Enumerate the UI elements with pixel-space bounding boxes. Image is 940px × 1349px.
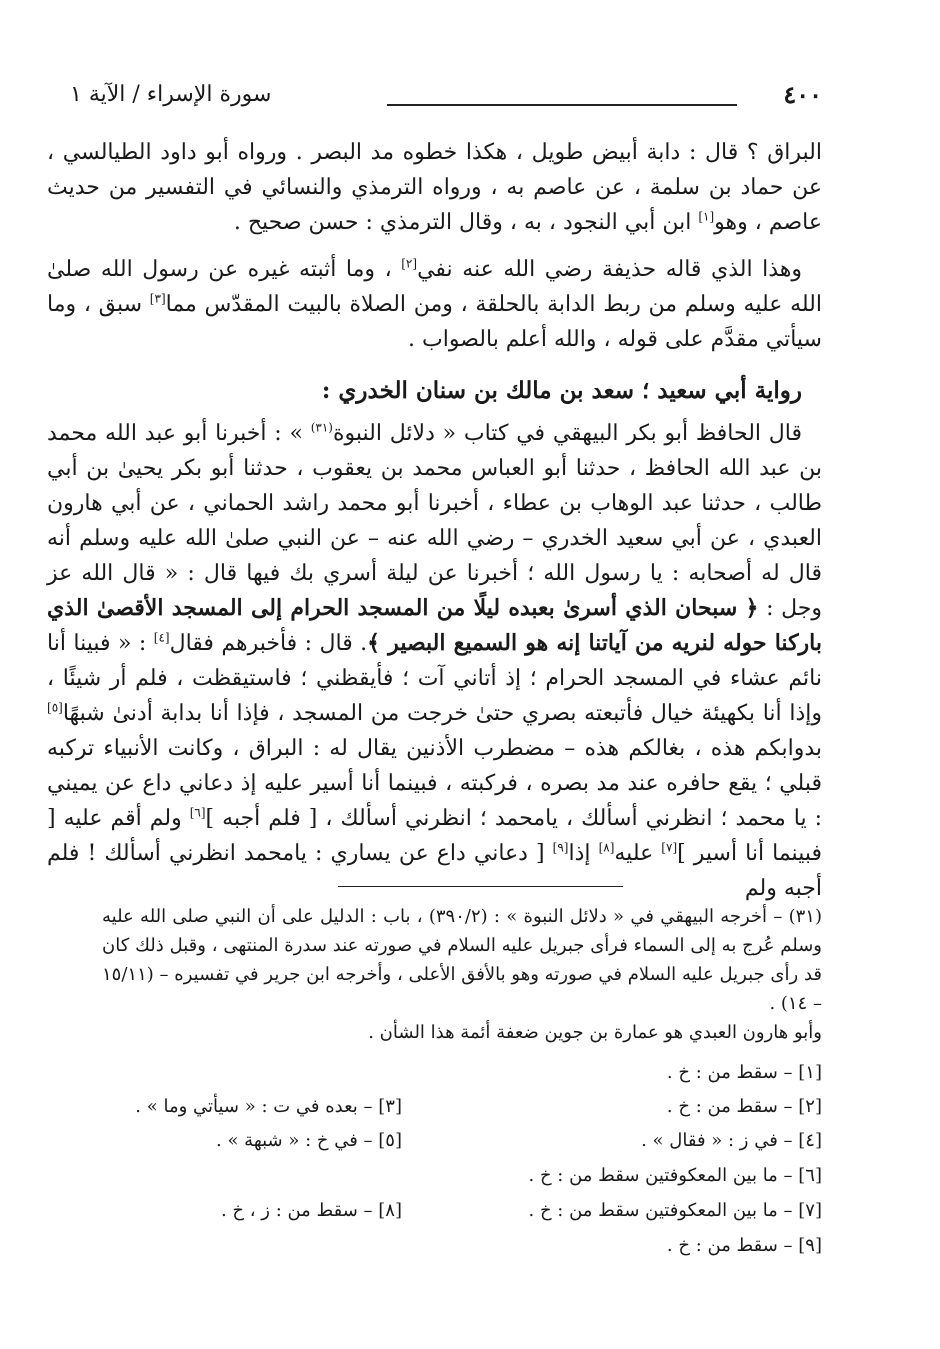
main-text: [47, 135, 822, 906]
paragraph-1: [47, 135, 822, 240]
text-run: قال الحافظ أبو بكر البيهقي في كتاب « دلائل النبوة: [332, 421, 802, 446]
paragraph-gap: [47, 240, 822, 252]
note-ref-5: [٥]: [47, 700, 63, 715]
note-ref-4: [٤]: [153, 630, 170, 645]
apparatus-note-4: [٤] – في ز : « فقال » .: [641, 1130, 822, 1151]
note-ref-9: [٩]: [552, 840, 569, 855]
section-heading: رواية أبي سعيد ؛ سعد بن مالك بن سنان الخدري :: [321, 377, 802, 404]
quran-verse: ﴿ سبحان الذي أسرىٰ بعبده ليلًا من المسجد الحرام إلى المسجد الأقصىٰ الذي باركنا حوله لنريه من آياتنا إنه هو السميع البصير ﴾: [47, 595, 822, 656]
text-run: بدوابكم هذه ، بغالكم هذه – مضطرب الأذنين يقال له : البراق ، وكانت الأنبياء تركبه قبلي ؛ يقع حافره عند مد بصره ، فركبته ، فبينما أنا أسير عليه إذ دعاني داع عن يميني : يا محمد ؛ انظرني أسألك ، يامحمد ؛ انظرني أسألك ، [ فلم أجبه ]: [47, 736, 822, 831]
page-header: [70, 80, 822, 120]
paragraph-3: [47, 416, 822, 906]
text-run: ابن أبي النجود ، به ، وقال الترمذي : حسن صحيح .: [233, 210, 699, 235]
apparatus-note-7: [٧] – ما بين المعكوفتين سقط من : خ .: [528, 1200, 822, 1221]
note-ref-3: [٣]: [149, 291, 166, 306]
text-run: إذا: [568, 841, 599, 866]
paragraph-gap: [47, 357, 822, 369]
text-run: » : أخبرنا أبو عبد الله محمد بن عبد الله الحافظ ، حدثنا أبو العباس محمد بن يعقوب ، حدثنا أبو بكر يحيىٰ بن أبي طالب ، حدثنا عبد الوهاب بن عطاء ، أخبرنا أبو محمد راشد الحماني ، عن أبي هارون العبدي ، عن أبي سعيد الخدري – رضي الله عنه – عن النبي صلىٰ الله عليه وسلم أنه قال له أصحابه : يا رسول الله ؛ أخبرنا عن ليلة أسري بك فيها قال : « قال الله عز وجل :: [47, 421, 822, 621]
paragraph-2: [47, 252, 822, 357]
apparatus-note-1: [١] – سقط من : خ .: [666, 1062, 822, 1083]
surah-title: سورة الإسراء / الآية ١: [70, 82, 272, 107]
footnote-text: وأبو هارون العبدي هو عمارة بن جوين ضعفة أئمة هذا الشأن .: [368, 1022, 822, 1043]
note-ref-1: [١]: [698, 209, 715, 224]
text-run: البراق ؟ قال : دابة أبيض طويل ، هكذا خطوه مد البصر . ورواه أبو داود الطيالسي ، عن حماد بن سلمة ، عن عاصم به ، ورواه الترمذي والنسائي في التفسير من حديث عاصم ، وهو: [47, 140, 822, 235]
text-run: : « فبينا أنا نائم عشاء في المسجد الحرام ؛ إذ أتاني آت ؛ فأيقظني ؛ فاستيقظت ، فلم أر شيئًا ، وإذا أنا بكهيئة خيال فأتبعته بصري حتىٰ خرجت من المسجد ، فإذا أنا بدابة أدنىٰ شبهًا: [47, 631, 822, 726]
text-run: وهذا الذي قاله حذيفة رضي الله عنه نفي: [417, 257, 802, 282]
text-run: سبق ، وما سيأتي مقدَّم على قوله ، والله أعلم بالصواب .: [47, 292, 822, 352]
text-run: ولم أقم عليه [ فبينما أنا أسير ]: [47, 806, 822, 866]
page-number: ٤٠٠: [783, 80, 822, 109]
note-ref-2: [٢]: [401, 256, 418, 271]
apparatus-note-9: [٩] – سقط من : خ .: [666, 1235, 822, 1256]
note-ref-7: [٧]: [661, 840, 678, 855]
text-run: [ دعاني داع عن يساري : يامحمد انظرني أسألك ! فلم أجبه ولم: [47, 841, 822, 901]
footnote-31: [102, 902, 822, 1047]
apparatus-note-6: [٦] – ما بين المعكوفتين سقط من : خ .: [528, 1165, 822, 1186]
apparatus-note-5: [٥] – في خ : « شبهة » .: [216, 1130, 402, 1151]
footnote-text: (٣١) – أخرجه البيهقي في « دلائل النبوة » : (٣٩٠/٢) ، باب : الدليل على أن النبي صلى الله عليه وسلم عُرج به إلى السماء فرأى جبريل عليه السلام في صورته عند سدرة المنتهى ، وقبل ذلك كان قد رأى جبريل عليه السلام في صورته وهو بالأفق الأعلى ، وأخرجه ابن جرير في تفسيره – (١٥/١١ – ١٤) .: [102, 906, 822, 1014]
note-ref-8: [٨]: [598, 840, 615, 855]
note-ref-31: (٣١): [310, 420, 333, 435]
footnote-separator: [338, 886, 623, 887]
note-ref-6: [٦]: [189, 805, 206, 820]
text-run: عليه: [614, 841, 662, 866]
apparatus-note-8: [٨] – سقط من : ز ، خ .: [220, 1200, 402, 1221]
apparatus-note-2: [٢] – سقط من : خ .: [666, 1096, 822, 1117]
apparatus-note-3: [٣] – بعده في ت : « سيأتي وما » .: [135, 1096, 402, 1117]
header-rule: [387, 104, 737, 106]
text-run: . قال : فأخبرهم فقال: [169, 631, 368, 656]
text-run: ، وما أثبته غيره عن رسول الله صلىٰ الله عليه وسلم من ربط الدابة بالحلقة ، ومن الصلاة بالبيت المقدّس مما: [47, 257, 822, 317]
